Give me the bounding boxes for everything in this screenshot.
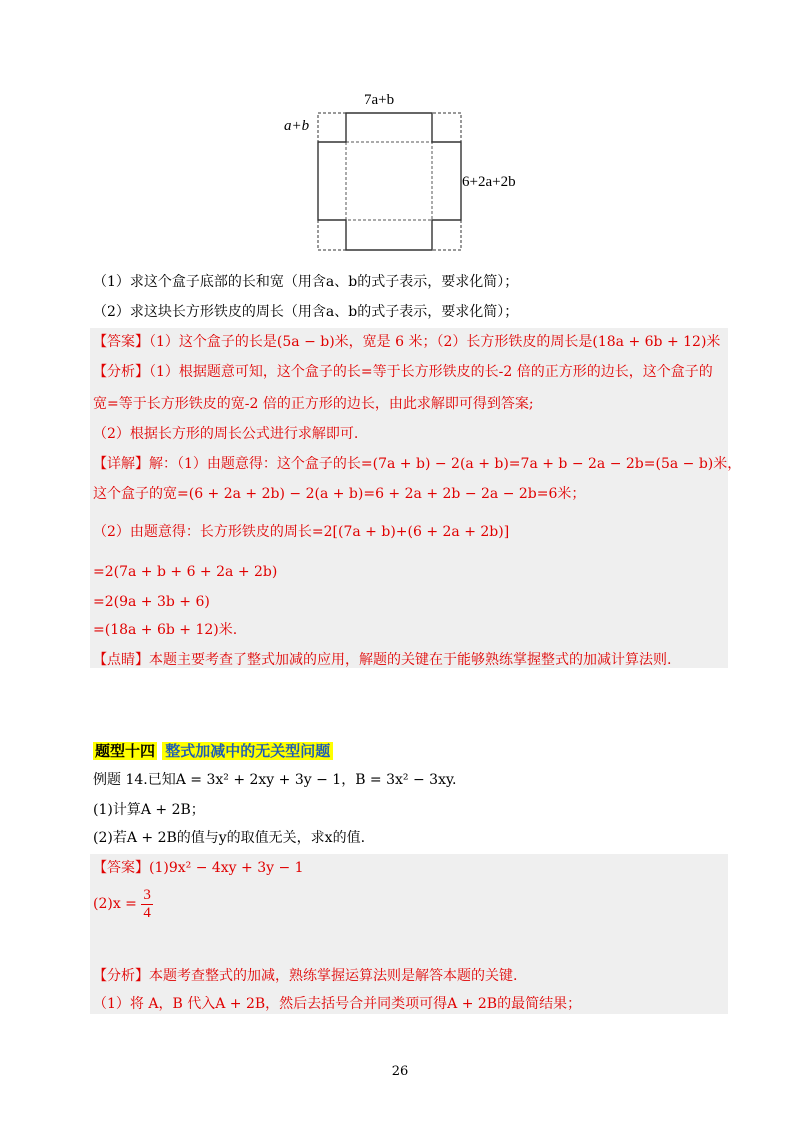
figure-label-left: a+b (284, 118, 310, 134)
page-number: 26 (391, 1064, 409, 1079)
analysis-tag: 【分析】 (93, 364, 149, 380)
box-diagram (280, 90, 550, 260)
comment-text: 本题主要考查了整式加减的应用，解题的关键在于能够熟练掌握整式的加减计算法则. (149, 652, 672, 668)
detail-tag: 【详解】 (93, 456, 149, 472)
answer-tag: 【答案】 (93, 334, 149, 350)
detail-1-line-1 (93, 454, 741, 474)
detail-1-line-6: =(18a + 6b + 12)米. (93, 622, 238, 638)
section-title (93, 740, 333, 761)
answer-2-part-1-text: (1)9x² − 4xy + 3y − 1 (149, 860, 304, 876)
analysis-1-line-2: 宽=等于长方形铁皮的宽-2 倍的正方形的边长，由此求解即可得到答案; (93, 396, 534, 412)
analysis-1-line-1 (93, 362, 713, 382)
answer-2-part-2-prefix: (2)x = (93, 896, 137, 912)
analysis-2-line-2: （1）将 A，B 代入A + 2B，然后去括号合并同类项可得A + 2B的最简结果； (93, 996, 582, 1012)
fraction-numerator: 3 (143, 886, 151, 903)
detail-1-line-2: 这个盒子的宽=(6 + 2a + 2b) − 2(a + b)=6 + 2a + 2b − 2a − 2b=6米； (93, 486, 586, 502)
analysis-2-tag: 【分析】 (93, 968, 149, 984)
comment-tag: 【点睛】 (93, 652, 149, 668)
answer-2-part-1 (93, 858, 304, 878)
section-tag: 题型十四 (95, 742, 156, 760)
comment-1 (93, 650, 671, 670)
question-2: （2）求这块长方形铁皮的周长（用含a、b的式子表示，要求化简）； (93, 304, 519, 320)
analysis-text: （1）根据题意可知，这个盒子的长=等于长方形铁皮的长-2 倍的正方形的边长，这个盒子的 (149, 364, 713, 380)
answer-2-tag: 【答案】 (93, 860, 149, 876)
detail-1-line-5: =2(9a + 3b + 6) (93, 594, 210, 610)
example-line-2: (1)计算A + 2B； (93, 802, 205, 818)
detail-text: 解：（1）由题意得：这个盒子的长=(7a + b) − 2(a + b)=7a + b − 2a − 2b=(5a − b)米， (149, 456, 742, 472)
question-1: （1）求这个盒子底部的长和宽（用含a、b的式子表示，要求化简）； (93, 274, 519, 290)
solution-block-2 (90, 854, 728, 1014)
example-line-1: 例题 14.已知A = 3x² + 2xy + 3y − 1，B = 3x² − 3xy. (93, 772, 457, 788)
example-line-3: (2)若A + 2B的值与y的取值无关，求x的值. (93, 830, 366, 846)
answer-1 (93, 332, 720, 352)
analysis-1-line-3: （2）根据长方形的周长公式进行求解即可. (93, 426, 359, 442)
detail-1-line-4: =2(7a + b + 6 + 2a + 2b) (93, 564, 278, 580)
figure-label-top: 7a+b (364, 92, 395, 108)
figure-label-right: 6+2a+2b (462, 174, 516, 190)
answer-2-part-2 (93, 884, 153, 924)
fraction-denominator: 4 (143, 904, 151, 921)
answer-text: （1）这个盒子的长是(5a − b)米，宽是 6 米；（2）长方形铁皮的周长是(18a + 6b + 12)米 (149, 334, 721, 350)
section-topic: 整式加减中的无关型问题 (162, 742, 333, 760)
analysis-2-text: 本题考查整式的加减，熟练掌握运算法则是解答本题的关键. (149, 968, 518, 984)
answer-2-fraction (141, 887, 153, 922)
detail-1-line-3: （2）由题意得：长方形铁皮的周长=2[(7a + b)+(6 + 2a + 2b)] (93, 524, 510, 540)
analysis-2-line-1 (93, 966, 517, 986)
